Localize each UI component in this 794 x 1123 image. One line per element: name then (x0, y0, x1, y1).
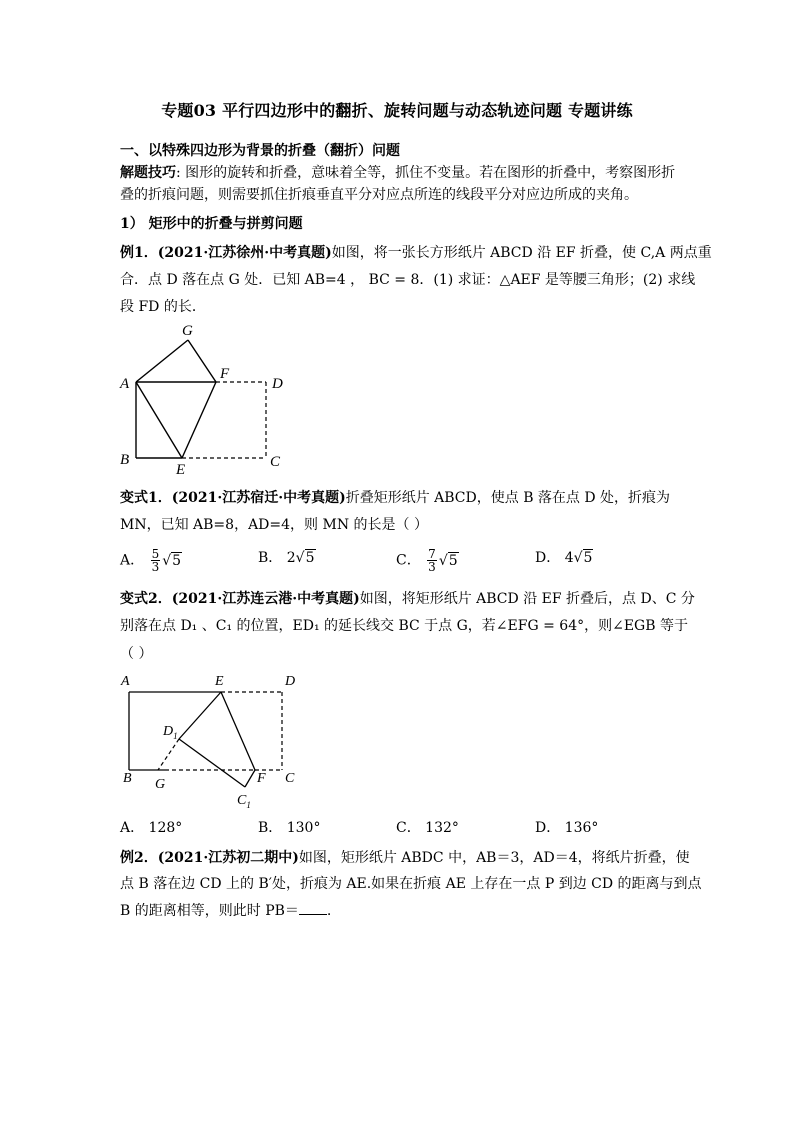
example1-label: 例1．(2021·江苏徐州·中考真题) (120, 245, 332, 261)
radicand: 5 (448, 552, 458, 569)
sqrt: √5 (438, 552, 458, 569)
fraction-denominator: 3 (428, 560, 436, 574)
figure2-line-EG (179, 692, 221, 739)
variant2-option-b[interactable]: B． 130° (258, 820, 321, 836)
example2-period: . (326, 903, 332, 919)
label2-D: D (285, 674, 296, 689)
fraction-numerator: 5 (151, 547, 160, 561)
option-letter: C． (396, 552, 421, 569)
variant1-option-b[interactable] (258, 548, 316, 568)
sqrt: √5 (295, 550, 315, 566)
example1-line-1 (120, 243, 712, 263)
variant1-label: 变式1．(2021·江苏宿迁·中考真题) (120, 490, 346, 506)
fraction-numerator: 7 (428, 547, 436, 561)
sqrt: √5 (573, 550, 593, 566)
figure2-line-EF (221, 692, 255, 770)
example1-figure (110, 318, 310, 478)
tip-paragraph-line-2: 叠的折痕问题，则需要抓住折痕垂直平分对应点所连的线段平分对应边所成的夹角。 (120, 187, 638, 203)
section-heading: 一、以特殊四边形为背景的折叠（翻折）问题 (120, 143, 400, 159)
variant2-text-1: 如图，将矩形纸片 ABCD 沿 EF 折叠后，点 D、C 分 (359, 591, 695, 607)
label-E: E (176, 462, 186, 478)
label-G: G (182, 323, 193, 339)
figure2-line-C1F (245, 770, 255, 787)
example1-line-2: 合．点 D 落在点 G 处．已知 AB=4 ， BC = 8．(1) 求证：△AEF 是等腰三角形；(2) 求线 (120, 272, 696, 288)
figure-line-FE (182, 382, 216, 458)
variant2-figure (115, 668, 315, 810)
sqrt: √5 (162, 552, 182, 569)
coefficient: 4 (564, 550, 574, 566)
example1-text-1: 如图，将一张长方形纸片 ABCD 沿 EF 折叠，使 C,A 两点重 (331, 245, 712, 261)
example2-line-1 (120, 848, 690, 868)
figure-line-AE (136, 382, 182, 458)
variant2-label: 变式2．(2021·江苏连云港·中考真题) (120, 591, 360, 607)
answer-blank[interactable] (299, 902, 327, 915)
label2-D1: $D_1$ (163, 724, 178, 741)
variant1-text-1: 折叠矩形纸片 ABCD，使点 B 落在点 D 处，折痕为 (345, 490, 671, 506)
variant2-option-a[interactable]: A． 128° (120, 820, 183, 836)
figure2-line-D1C1 (179, 739, 245, 787)
label2-G: G (155, 777, 166, 792)
label2-C: C (285, 771, 295, 786)
example1-line-3: 段 FD 的长． (120, 299, 206, 315)
variant2-option-d[interactable]: D． 136° (535, 820, 599, 836)
variant2-line-3: （ ） (120, 646, 153, 662)
label2-A: A (121, 674, 130, 689)
variant1-line-1 (120, 488, 680, 508)
page-title: 专题03 平行四边形中的翻折、旋转问题与动态轨迹问题 专题讲练 (161, 101, 633, 120)
variant2-line-2: 别落在点 D₁ 、C₁ 的位置，ED₁ 的延长线交 BC 于点 G，若∠EFG = 64°，则∠EGB 等于 (120, 618, 688, 634)
fraction-denominator: 3 (151, 560, 160, 574)
label-B: B (120, 452, 130, 468)
option-letter: A． (120, 552, 145, 569)
fraction (427, 548, 437, 573)
variant1-option-c[interactable] (396, 548, 459, 573)
label2-F: F (257, 771, 266, 786)
figure-line-AG (136, 340, 188, 382)
tip-paragraph-line-1 (120, 163, 680, 183)
label-C: C (270, 454, 281, 470)
example2-line-2: 点 B 落在边 CD 上的 B′处，折痕为 AE.如果在折痕 AE 上存在一点 P 到边 CD 的距离与到点 (120, 876, 702, 892)
label-F: F (220, 366, 230, 382)
example2-text-3: B 的距离相等，则此时 PB＝ (120, 903, 299, 919)
radicand: 5 (583, 550, 593, 566)
label2-E: E (215, 674, 224, 689)
label2-B: B (123, 771, 132, 786)
example2-text-1: 如图，矩形纸片 ABDC 中，AB＝3，AD＝4，将纸片折叠，使 (298, 850, 690, 866)
radicand: 5 (172, 552, 182, 569)
tip-text-1: : 图形的旋转和折叠，意味着全等，抓住不变量。若在图形的折叠中，考察图形折 (176, 165, 676, 181)
variant1-option-a[interactable] (120, 548, 182, 573)
variant2-line-1 (120, 589, 695, 609)
label-A: A (120, 376, 130, 392)
example2-label: 例2．(2021·江苏初二期中) (120, 850, 299, 866)
label2-C1: $C_1$ (237, 793, 251, 810)
coefficient: 2 (286, 550, 296, 566)
option-letter: B． (258, 550, 283, 566)
tip-label: 解题技巧 (120, 165, 176, 181)
variant1-option-d[interactable] (535, 548, 593, 568)
sub-heading: 1） 矩形中的折叠与拼剪问题 (120, 216, 303, 232)
figure2-dashed-D1G (158, 739, 179, 770)
option-letter: D． (535, 550, 561, 566)
figure-line-GF (188, 340, 216, 382)
fraction (151, 548, 161, 573)
variant1-line-2: MN，已知 AB=8，AD=4，则 MN 的长是（ ） (120, 517, 428, 533)
variant2-option-c[interactable]: C． 132° (396, 820, 459, 836)
label-D: D (272, 376, 283, 392)
example2-line-3 (120, 901, 680, 921)
radicand: 5 (305, 550, 315, 566)
